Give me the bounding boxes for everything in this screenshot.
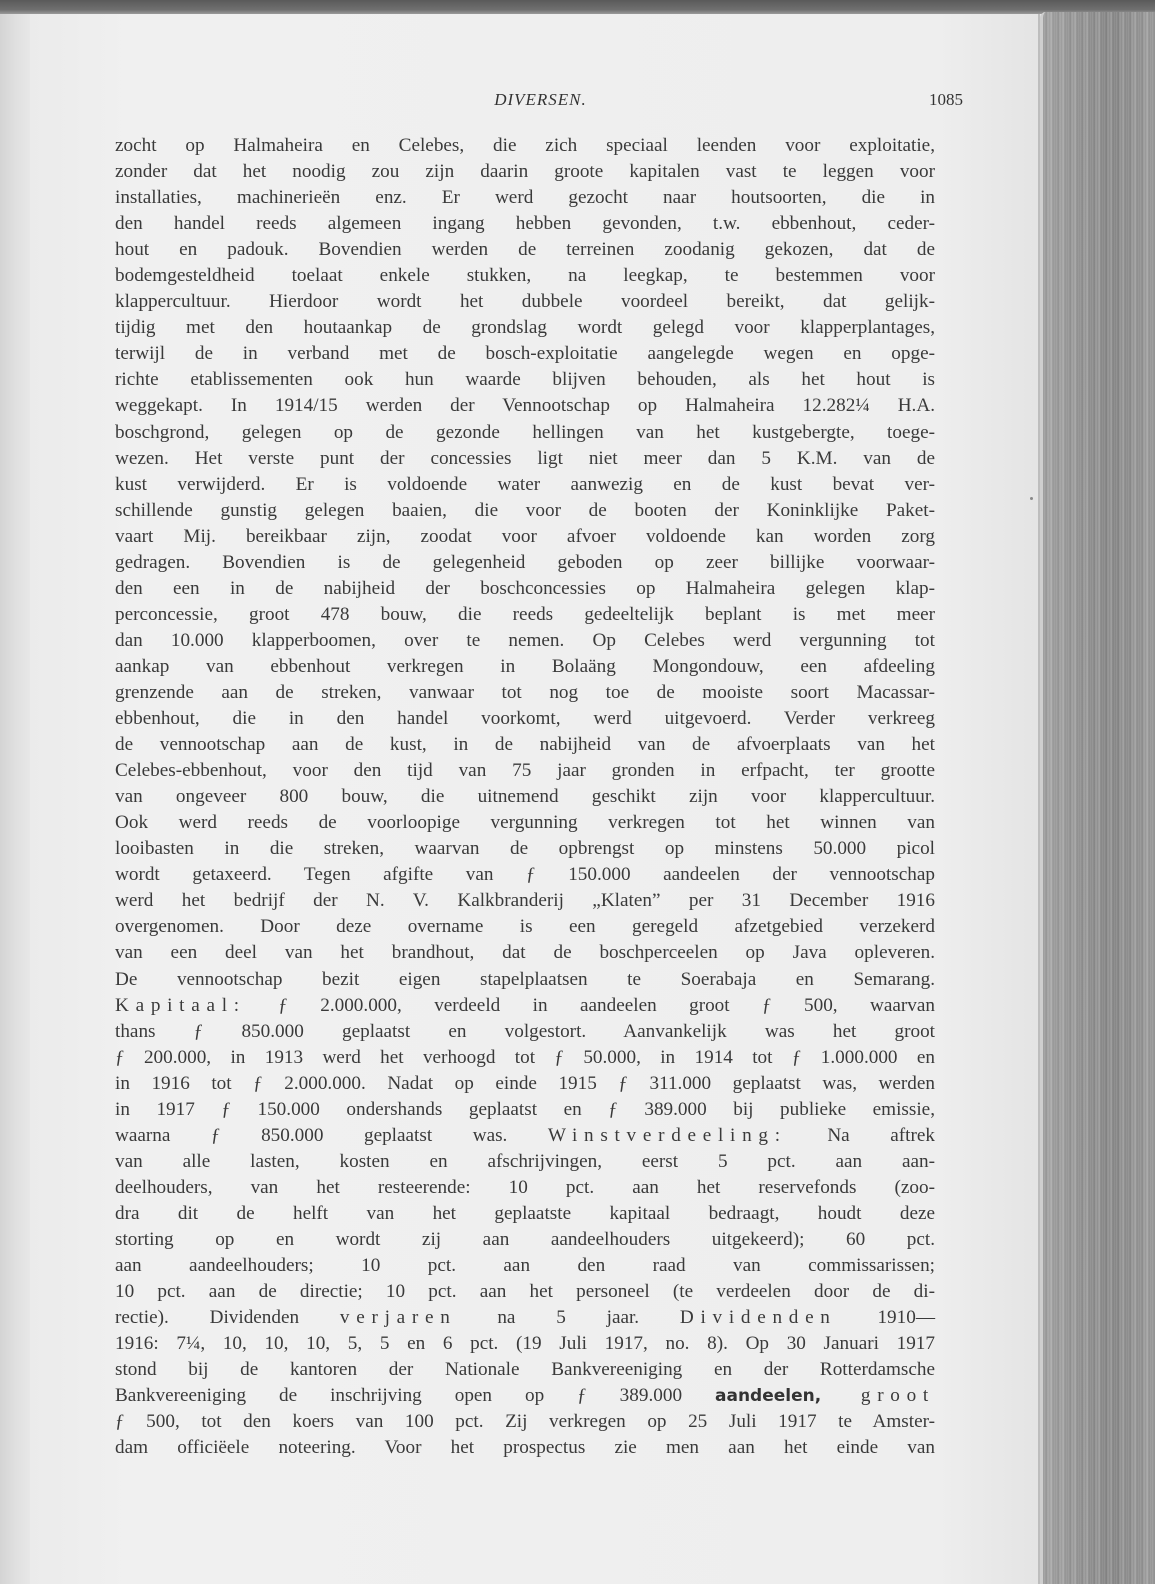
text-line: in 1917 ƒ 150.000 ondershands geplaatst en ƒ 389.000 bij publieke emissie, <box>115 1098 935 1120</box>
running-head <box>118 90 963 116</box>
text-line: Celebes-ebbenhout, voor den tijd van 75 jaar gronden in erfpacht, ter grootte <box>115 760 935 782</box>
book-page-edges <box>1040 12 1155 1584</box>
text-line: aankap van ebbenhout verkregen in Bolaäng Mongondouw, een afdeeling <box>115 655 935 677</box>
text-line: perconcessie, groot 478 bouw, die reeds gedeeltelijk beplant is met meer <box>115 603 935 625</box>
text-line: schillende gunstig gelegen baaien, die voor de booten der Koninklijke Paket- <box>115 499 935 521</box>
text-line: den een in de nabijheid der boschconcessies op Halmaheira gelegen klap- <box>115 577 935 599</box>
text-line: wordt getaxeerd. Tegen afgifte van ƒ 150.000 aandeelen der vennootschap <box>115 864 935 886</box>
text-line: terwijl de in verband met de bosch-exploitatie aangelegde wegen en opge- <box>115 343 935 365</box>
text-line: bodemgesteldheid toelaat enkele stukken, na leegkap, te bestemmen voor <box>115 265 935 287</box>
section-label-verjaren: verjaren <box>339 1307 457 1329</box>
section-label-dividenden: Dividenden <box>679 1307 837 1329</box>
section-label-winstverdeeling: Winstverdeeling: <box>547 1124 787 1146</box>
text-line: ƒ 500, tot den koers van 100 pct. Zij verkregen op 25 Juli 1917 te Amster- <box>115 1411 935 1433</box>
text-line: hout en padouk. Bovendien werden de terreinen zoodanig gekozen, dat de <box>115 239 935 261</box>
text-line: thans ƒ 850.000 geplaatst en volgestort. Aanvankelijk was het groot <box>115 1020 935 1042</box>
text-line: klappercultuur. Hierdoor wordt het dubbele voordeel bereikt, dat gelijk- <box>115 291 935 313</box>
text-line: dan 10.000 klapperboomen, over te nemen. Op Celebes werd vergunning tot <box>115 629 935 651</box>
text-line: installaties, machinerieën enz. Er werd gezocht naar houtsoorten, die in <box>115 187 935 209</box>
text-line: vaart Mij. bereikbaar zijn, zoodat voor afvoer voldoende kan worden zorg <box>115 525 935 547</box>
text-line: tijdig met den houtaankap de grondslag wordt gelegd voor klapperplantages, <box>115 317 935 339</box>
page-number: 1085 <box>929 90 963 109</box>
spaced-term-groot: groot <box>821 1385 935 1407</box>
book-top-edge <box>0 0 1155 14</box>
text-line: deelhouders, van het resteerende: 10 pct. aan het reservefonds (zoo- <box>115 1176 935 1198</box>
text-line: werd het bedrijf der N. V. Kalkbranderij „Klaten” per 31 December 1916 <box>115 890 935 912</box>
text-line-winstverdeeling: waarna ƒ 850.000 geplaatst was. Winstverdeeling: Na aftrek <box>115 1124 935 1146</box>
text-line: ƒ 200.000, in 1913 werd het verhoogd tot ƒ 50.000, in 1914 tot ƒ 1.000.000 en <box>115 1046 935 1068</box>
text-line-aandeelen: Bankvereeniging de inschrijving open op ƒ 389.000 aandeelen, groot <box>115 1385 935 1407</box>
text-line: in 1916 tot ƒ 2.000.000. Nadat op einde 1915 ƒ 311.000 geplaatst was, werden <box>115 1072 935 1094</box>
text-line: den handel reeds algemeen ingang hebben gevonden, t.w. ebbenhout, ceder- <box>115 213 935 235</box>
text-line: De vennootschap bezit eigen stapelplaatsen te Soerabaja en Semarang. <box>115 968 935 990</box>
text-line: storting op en wordt zij aan aandeelhouders uitgekeerd); 60 pct. <box>115 1228 935 1250</box>
text-line: dam officiëele noteering. Voor het prospectus zie men aan het einde van <box>115 1437 935 1459</box>
text-line-kapitaal: Kapitaal: ƒ 2.000.000, verdeeld in aandeelen groot ƒ 500, waarvan <box>115 994 935 1016</box>
text-line-dividenden: rectie). Dividenden verjaren na 5 jaar. Dividenden 1910— <box>115 1307 935 1329</box>
text-line: ebbenhout, die in den handel voorkomt, werd uitgevoerd. Verder verkreeg <box>115 708 935 730</box>
text-line: dra dit de helft van het geplaatste kapitaal bedraagt, houdt deze <box>115 1202 935 1224</box>
text-line: grenzende aan de streken, vanwaar tot nog toe de mooiste soort Macassar- <box>115 681 935 703</box>
text-line: van alle lasten, kosten en afschrijvingen, eerst 5 pct. aan aan- <box>115 1150 935 1172</box>
text-line: van een deel van het brandhout, dat de boschperceelen op Java opleveren. <box>115 942 935 964</box>
margin-speck <box>1030 497 1033 500</box>
text-line: 10 pct. aan de directie; 10 pct. aan het personeel (te verdeelen door de di- <box>115 1281 935 1303</box>
text-line: Ook werd reeds de voorloopige vergunning verkregen tot het winnen van <box>115 812 935 834</box>
bold-term-aandeelen: aandeelen, <box>715 1386 822 1407</box>
text-line: richte etablissementen ook hun waarde blijven behouden, als het hout is <box>115 369 935 391</box>
body-text <box>115 133 935 1461</box>
text-line: zonder dat het noodig zou zijn daarin groote kapitalen vast te leggen voor <box>115 161 935 183</box>
text-line: zocht op Halmaheira en Celebes, die zich speciaal leenden voor exploitatie, <box>115 135 935 156</box>
running-title: DIVERSEN. <box>494 90 587 109</box>
text-line: overgenomen. Door deze overname is een geregeld afzetgebied verzekerd <box>115 916 935 938</box>
text-line: wezen. Het verste punt der concessies ligt niet meer dan 5 K.M. van de <box>115 447 935 469</box>
section-label-kapitaal: Kapitaal: <box>115 994 246 1016</box>
text-line: aan aandeelhouders; 10 pct. aan den raad van commissarissen; <box>115 1255 935 1277</box>
text-line: stond bij de kantoren der Nationale Bankvereeniging en der Rotterdamsche <box>115 1359 935 1381</box>
text-line: gedragen. Bovendien is de gelegenheid geboden op zeer billijke voorwaar- <box>115 551 935 573</box>
text-line: van ongeveer 800 bouw, die uitnemend geschikt zijn voor klappercultuur. <box>115 786 935 808</box>
text-line: looibasten in die streken, waarvan de opbrengst op minstens 50.000 picol <box>115 838 935 860</box>
text-line: 1916: 7¼, 10, 10, 10, 5, 5 en 6 pct. (19 Juli 1917, no. 8). Op 30 Januari 1917 <box>115 1333 935 1355</box>
text-line: boschgrond, gelegen op de gezonde hellingen van het kustgebergte, toege- <box>115 421 935 443</box>
text-line: kust verwijderd. Er is voldoende water aanwezig en de kust bevat ver- <box>115 473 935 495</box>
text-line: weggekapt. In 1914/15 werden der Vennootschap op Halmaheira 12.282¼ H.A. <box>115 395 935 417</box>
text-line: de vennootschap aan de kust, in de nabijheid van de afvoerplaats van het <box>115 734 935 756</box>
